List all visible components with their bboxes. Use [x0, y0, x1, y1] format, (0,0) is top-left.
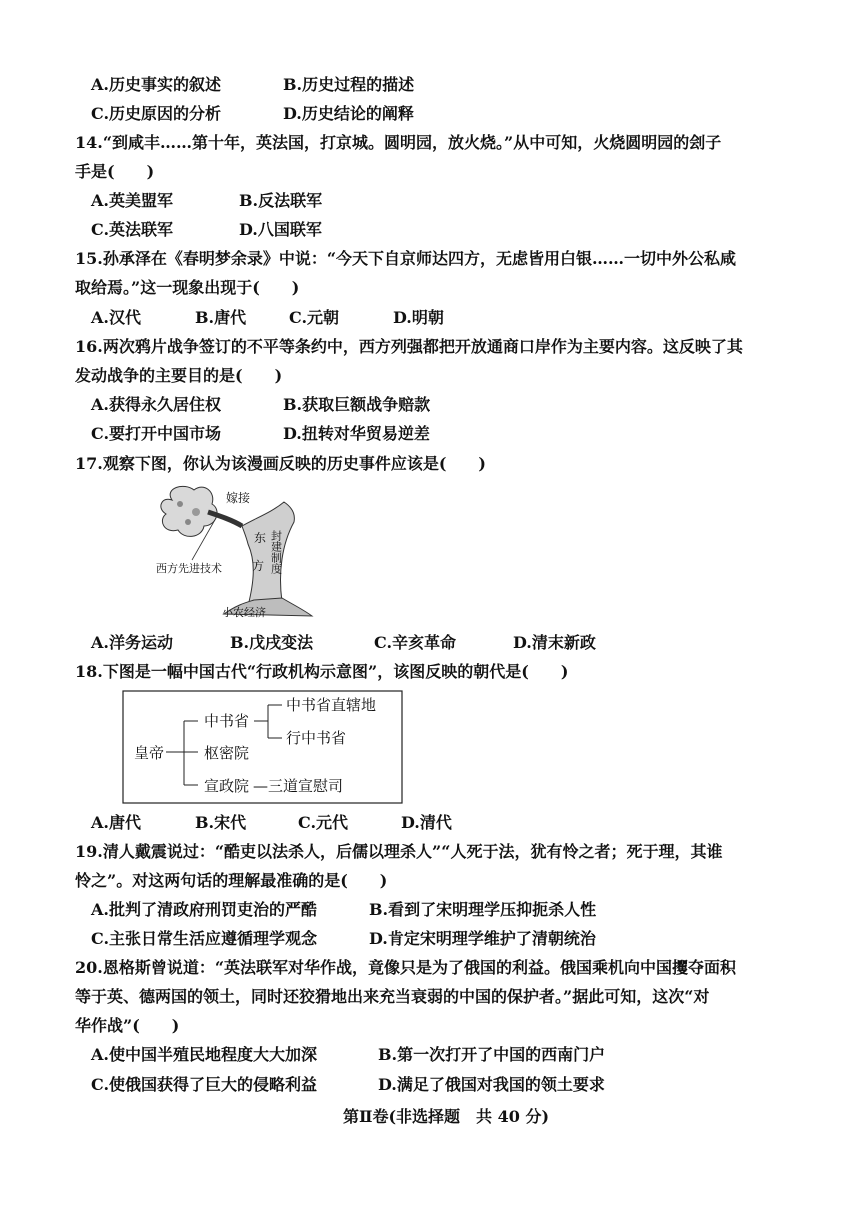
- tree-trunk: [242, 502, 294, 606]
- west-tech-label: 西方先进技术: [156, 562, 222, 575]
- q15-option-b: B.唐代: [195, 308, 247, 327]
- shumi-node: 枢密院: [204, 744, 250, 762]
- q19-stem-line1: 19.清人戴震说过：“酷吏以法杀人，后儒以理杀人”“人死于法，犹有怜之者；死于理，其谁: [75, 842, 723, 861]
- q14-stem-line2: 手是( ): [75, 162, 155, 181]
- q18-option-b: B.宋代: [195, 813, 247, 832]
- q15-stem-line1: 15.孙承泽在《春明梦余录》中说：“今天下自京师达四方，无虑皆用白银……一切中外公私咸: [75, 249, 737, 268]
- q19-option-c: C.主张日常生活应遵循理学观念: [91, 929, 318, 948]
- q16-option-d: D.扭转对华贸易逆差: [283, 424, 430, 443]
- graft-label: 嫁接: [226, 491, 251, 505]
- q13-option-b: B.历史过程的描述: [283, 75, 415, 94]
- q19-option-b: B.看到了宋明理学压抑扼杀人性: [369, 900, 597, 919]
- q14-stem-line1: 14.“到咸丰……第十年，英法国，打京城。圆明园，放火烧。”从中可知，火烧圆明园的刽子: [75, 133, 722, 152]
- xuanzheng-node: 宣政院: [204, 777, 250, 795]
- base-label: 小农经济: [222, 606, 266, 619]
- q18-option-a: A.唐代: [91, 813, 141, 832]
- q18-option-d: D.清代: [401, 813, 452, 832]
- q18-option-c: C.元代: [298, 813, 349, 832]
- q17-option-d: D.清末新政: [513, 633, 596, 652]
- q20-stem-line1: 20.恩格斯曾说道：“英法联军对华作战，竟像只是为了俄国的利益。俄国乘机向中国攫夺面积: [75, 958, 737, 977]
- q19-option-d: D.肯定宋明理学维护了清朝统治: [369, 929, 596, 948]
- q14-option-c: C.英法联军: [91, 220, 174, 239]
- zhongshu-node: 中书省: [204, 712, 250, 730]
- q14-option-a: A.英美盟军: [91, 191, 173, 210]
- q20-option-b: B.第一次打开了中国的西南门户: [378, 1045, 606, 1064]
- q17-cartoon: [150, 482, 320, 624]
- section-2-title: 第Ⅱ卷(非选择题 共 40 分): [343, 1107, 550, 1126]
- q15-option-a: A.汉代: [91, 308, 141, 327]
- q17-option-c: C.辛亥革命: [374, 633, 457, 652]
- q20-option-a: A.使中国半殖民地程度大大加深: [91, 1045, 317, 1064]
- q14-option-d: D.八国联军: [239, 220, 322, 239]
- q15-option-c: C.元朝: [289, 308, 340, 327]
- feudal-label: 封建制度: [269, 530, 283, 574]
- q20-option-d: D.满足了俄国对我国的领土要求: [378, 1075, 605, 1094]
- q18-admin-diagram: [122, 690, 404, 806]
- xing-zhongshu-node: 行中书省: [286, 729, 347, 747]
- q16-stem-line1: 16.两次鸦片战争签订的不平等条约中，西方列强都把开放通商口岸作为主要内容。这反映了其: [75, 337, 743, 356]
- q20-option-c: C.使俄国获得了巨大的侵略利益: [91, 1075, 318, 1094]
- q15-stem-line2: 取给焉。”这一现象出现于( ): [75, 278, 300, 297]
- east-label-2: 方: [252, 559, 265, 573]
- q16-option-a: A.获得永久居住权: [91, 395, 221, 414]
- q13-option-a: A.历史事实的叙述: [91, 75, 221, 94]
- q16-option-c: C.要打开中国市场: [91, 424, 222, 443]
- xuanwei-node: —三道宣慰司: [253, 777, 344, 795]
- q13-option-c: C.历史原因的分析: [91, 104, 222, 123]
- q17-option-b: B.戊戌变法: [230, 633, 314, 652]
- q20-stem-line3: 华作战”( ): [75, 1016, 180, 1035]
- emperor-node: 皇帝: [134, 744, 165, 762]
- q20-stem-line2: 等于英、德两国的领土，同时还狡猾地出来充当衰弱的中国的保护者。”据此可知，这次“对: [75, 987, 710, 1006]
- q13-option-d: D.历史结论的阐释: [283, 104, 414, 123]
- q17-stem: 17.观察下图，你认为该漫画反映的历史事件应该是( ): [75, 454, 486, 473]
- q16-option-b: B.获取巨额战争赔款: [283, 395, 431, 414]
- q17-option-a: A.洋务运动: [91, 633, 173, 652]
- q15-option-d: D.明朝: [393, 308, 444, 327]
- q19-option-a: A.批判了清政府刑罚吏治的严酷: [91, 900, 317, 919]
- q18-stem: 18.下图是一幅中国古代“行政机构示意图”，该图反映的朝代是( ): [75, 662, 569, 681]
- q16-stem-line2: 发动战争的主要目的是( ): [75, 366, 283, 385]
- east-label-1: 东: [254, 531, 267, 545]
- q14-option-b: B.反法联军: [239, 191, 323, 210]
- q19-stem-line2: 怜之”。对这两句话的理解最准确的是( ): [75, 871, 388, 890]
- zhongshu-direct-node: 中书省直辖地: [286, 696, 377, 714]
